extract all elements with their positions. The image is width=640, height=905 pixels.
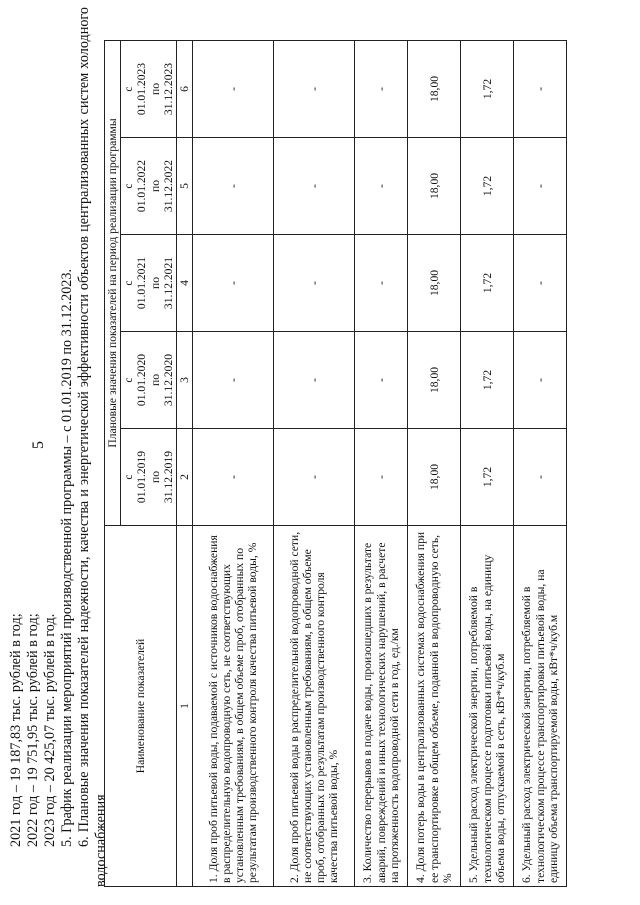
period-from: с — [122, 183, 136, 189]
column-number: 6 — [177, 40, 193, 137]
column-number: 3 — [177, 332, 193, 429]
indicator-value: - — [355, 40, 408, 137]
indicator-value: - — [514, 332, 567, 429]
budget-line-2022: 2022 год – 19 751,95 тыс. рублей в год; — [25, 613, 41, 847]
column-number: 2 — [177, 429, 193, 526]
period-d1: 01.01.2020 — [135, 353, 149, 407]
table-row — [274, 40, 355, 886]
period-d1: 01.01.2023 — [135, 62, 149, 116]
period-d1: 01.01.2019 — [135, 450, 149, 504]
indicator-value: 18,00 — [408, 235, 461, 332]
period-from: с — [122, 377, 136, 383]
indicator-value: - — [193, 235, 274, 332]
plan-values-group-header: Плановые значения показателей на период реализации программы — [105, 40, 121, 525]
column-number: 1 — [177, 526, 193, 887]
column-number: 4 — [177, 235, 193, 332]
period-to: по — [148, 277, 162, 290]
period-to: по — [148, 82, 162, 95]
period-from: с — [122, 280, 136, 286]
period-from: с — [122, 86, 136, 92]
table-row — [193, 40, 274, 886]
table-row — [355, 40, 408, 886]
table-body — [193, 40, 567, 886]
period-from: с — [122, 474, 136, 480]
period-to: по — [148, 180, 162, 193]
indicator-value: - — [274, 235, 355, 332]
period-d2: 31.12.2020 — [161, 353, 175, 407]
indicator-value: 18,00 — [408, 40, 461, 137]
period-to: по — [148, 374, 162, 387]
table-row — [514, 40, 567, 886]
period-header — [121, 429, 177, 526]
indicator-value: 1,72 — [461, 332, 514, 429]
indicator-value: - — [274, 40, 355, 137]
period-d2: 31.12.2021 — [161, 256, 175, 310]
intro-text — [8, 7, 110, 887]
period-to: по — [148, 471, 162, 484]
indicator-value: - — [514, 235, 567, 332]
indicator-name: 2. Доля проб питьевой воды в распределительной водопроводной сети, не соответствующих установленным требованиям, в общем объеме проб, отобранных по результатам производственного контроля качества питьевой воды, % — [274, 526, 355, 887]
budget-line-2021: 2021 год – 19 187,83 тыс. рублей в год; — [8, 613, 24, 847]
indicator-value: - — [274, 332, 355, 429]
table-row — [408, 40, 461, 886]
column-number-row — [177, 40, 193, 886]
indicator-name: 4. Доля потерь воды в централизованных системах водоснабжения при ее транспортировке в общем объеме, поданной в водопроводную сеть, % — [408, 526, 461, 887]
indicators-table — [104, 40, 567, 887]
indicator-value: - — [355, 138, 408, 235]
indicator-value: - — [514, 40, 567, 137]
indicator-value: 1,72 — [461, 235, 514, 332]
period-d2: 31.12.2022 — [161, 159, 175, 213]
indicator-value: - — [274, 429, 355, 526]
column-number: 5 — [177, 138, 193, 235]
indicator-value: - — [193, 138, 274, 235]
period-header — [121, 40, 177, 137]
period-d1: 01.01.2021 — [135, 256, 149, 310]
indicator-name: 5. Удельный расход электрической энергии, потребляемой в технологическом процессе подготовки питьевой воды, на единицу объема воды, отпускаемой в сеть, кВт*ч/куб.м — [461, 526, 514, 887]
indicator-value: - — [514, 429, 567, 526]
section-6-heading: 6. Плановые значения показателей надежности, качества и энергетической эффективности объектов централизованных систем холодного водоснабжения — [76, 7, 109, 887]
indicator-value: - — [193, 332, 274, 429]
period-header — [121, 332, 177, 429]
indicator-value: - — [193, 429, 274, 526]
period-d2: 31.12.2019 — [161, 450, 175, 504]
indicator-value: 18,00 — [408, 138, 461, 235]
indicator-value: 1,72 — [461, 429, 514, 526]
indicator-name: 3. Количество перерывов в подаче воды, произошедших в результате аварий, повреждений и иных технологических нарушений, в расчете на протяженность водопроводной сети в год, ед./км — [355, 526, 408, 887]
section-5-heading: 5. График реализации мероприятий производственной программы – с 01.01.2019 по 31.12.2023. — [59, 268, 75, 847]
indicator-value: 18,00 — [408, 429, 461, 526]
indicator-value: - — [355, 429, 408, 526]
budget-line-2023: 2023 год – 20 425,07 тыс. рублей в год. — [42, 613, 58, 847]
period-d2: 31.12.2023 — [161, 62, 175, 116]
indicator-value: - — [355, 235, 408, 332]
document-content — [8, 7, 588, 887]
name-column-header: Наименование показателей — [105, 526, 177, 887]
period-header — [121, 235, 177, 332]
page-number: 5 — [30, 441, 47, 449]
period-header — [121, 138, 177, 235]
indicator-value: - — [514, 138, 567, 235]
indicator-value: 18,00 — [408, 332, 461, 429]
indicator-value: 1,72 — [461, 40, 514, 137]
indicator-value: - — [274, 138, 355, 235]
indicator-value: - — [193, 40, 274, 137]
indicator-name: 6. Удельный расход электрической энергии, потребляемой в технологическом процессе транспортировки питьевой воды, на единицу объема транспортируемой воды, кВт*ч/куб.м — [514, 526, 567, 887]
indicator-value: - — [355, 332, 408, 429]
table-row — [461, 40, 514, 886]
indicator-name: 1. Доля проб питьевой воды, подаваемой с источников водоснабжения в распределительную водопроводную сеть, не соответствующих установленным требованиям, в общем объеме проб, отобранных по результатам производственного контроля качества питьевой воды, % — [193, 526, 274, 887]
period-d1: 01.01.2022 — [135, 159, 149, 213]
indicator-value: 1,72 — [461, 138, 514, 235]
